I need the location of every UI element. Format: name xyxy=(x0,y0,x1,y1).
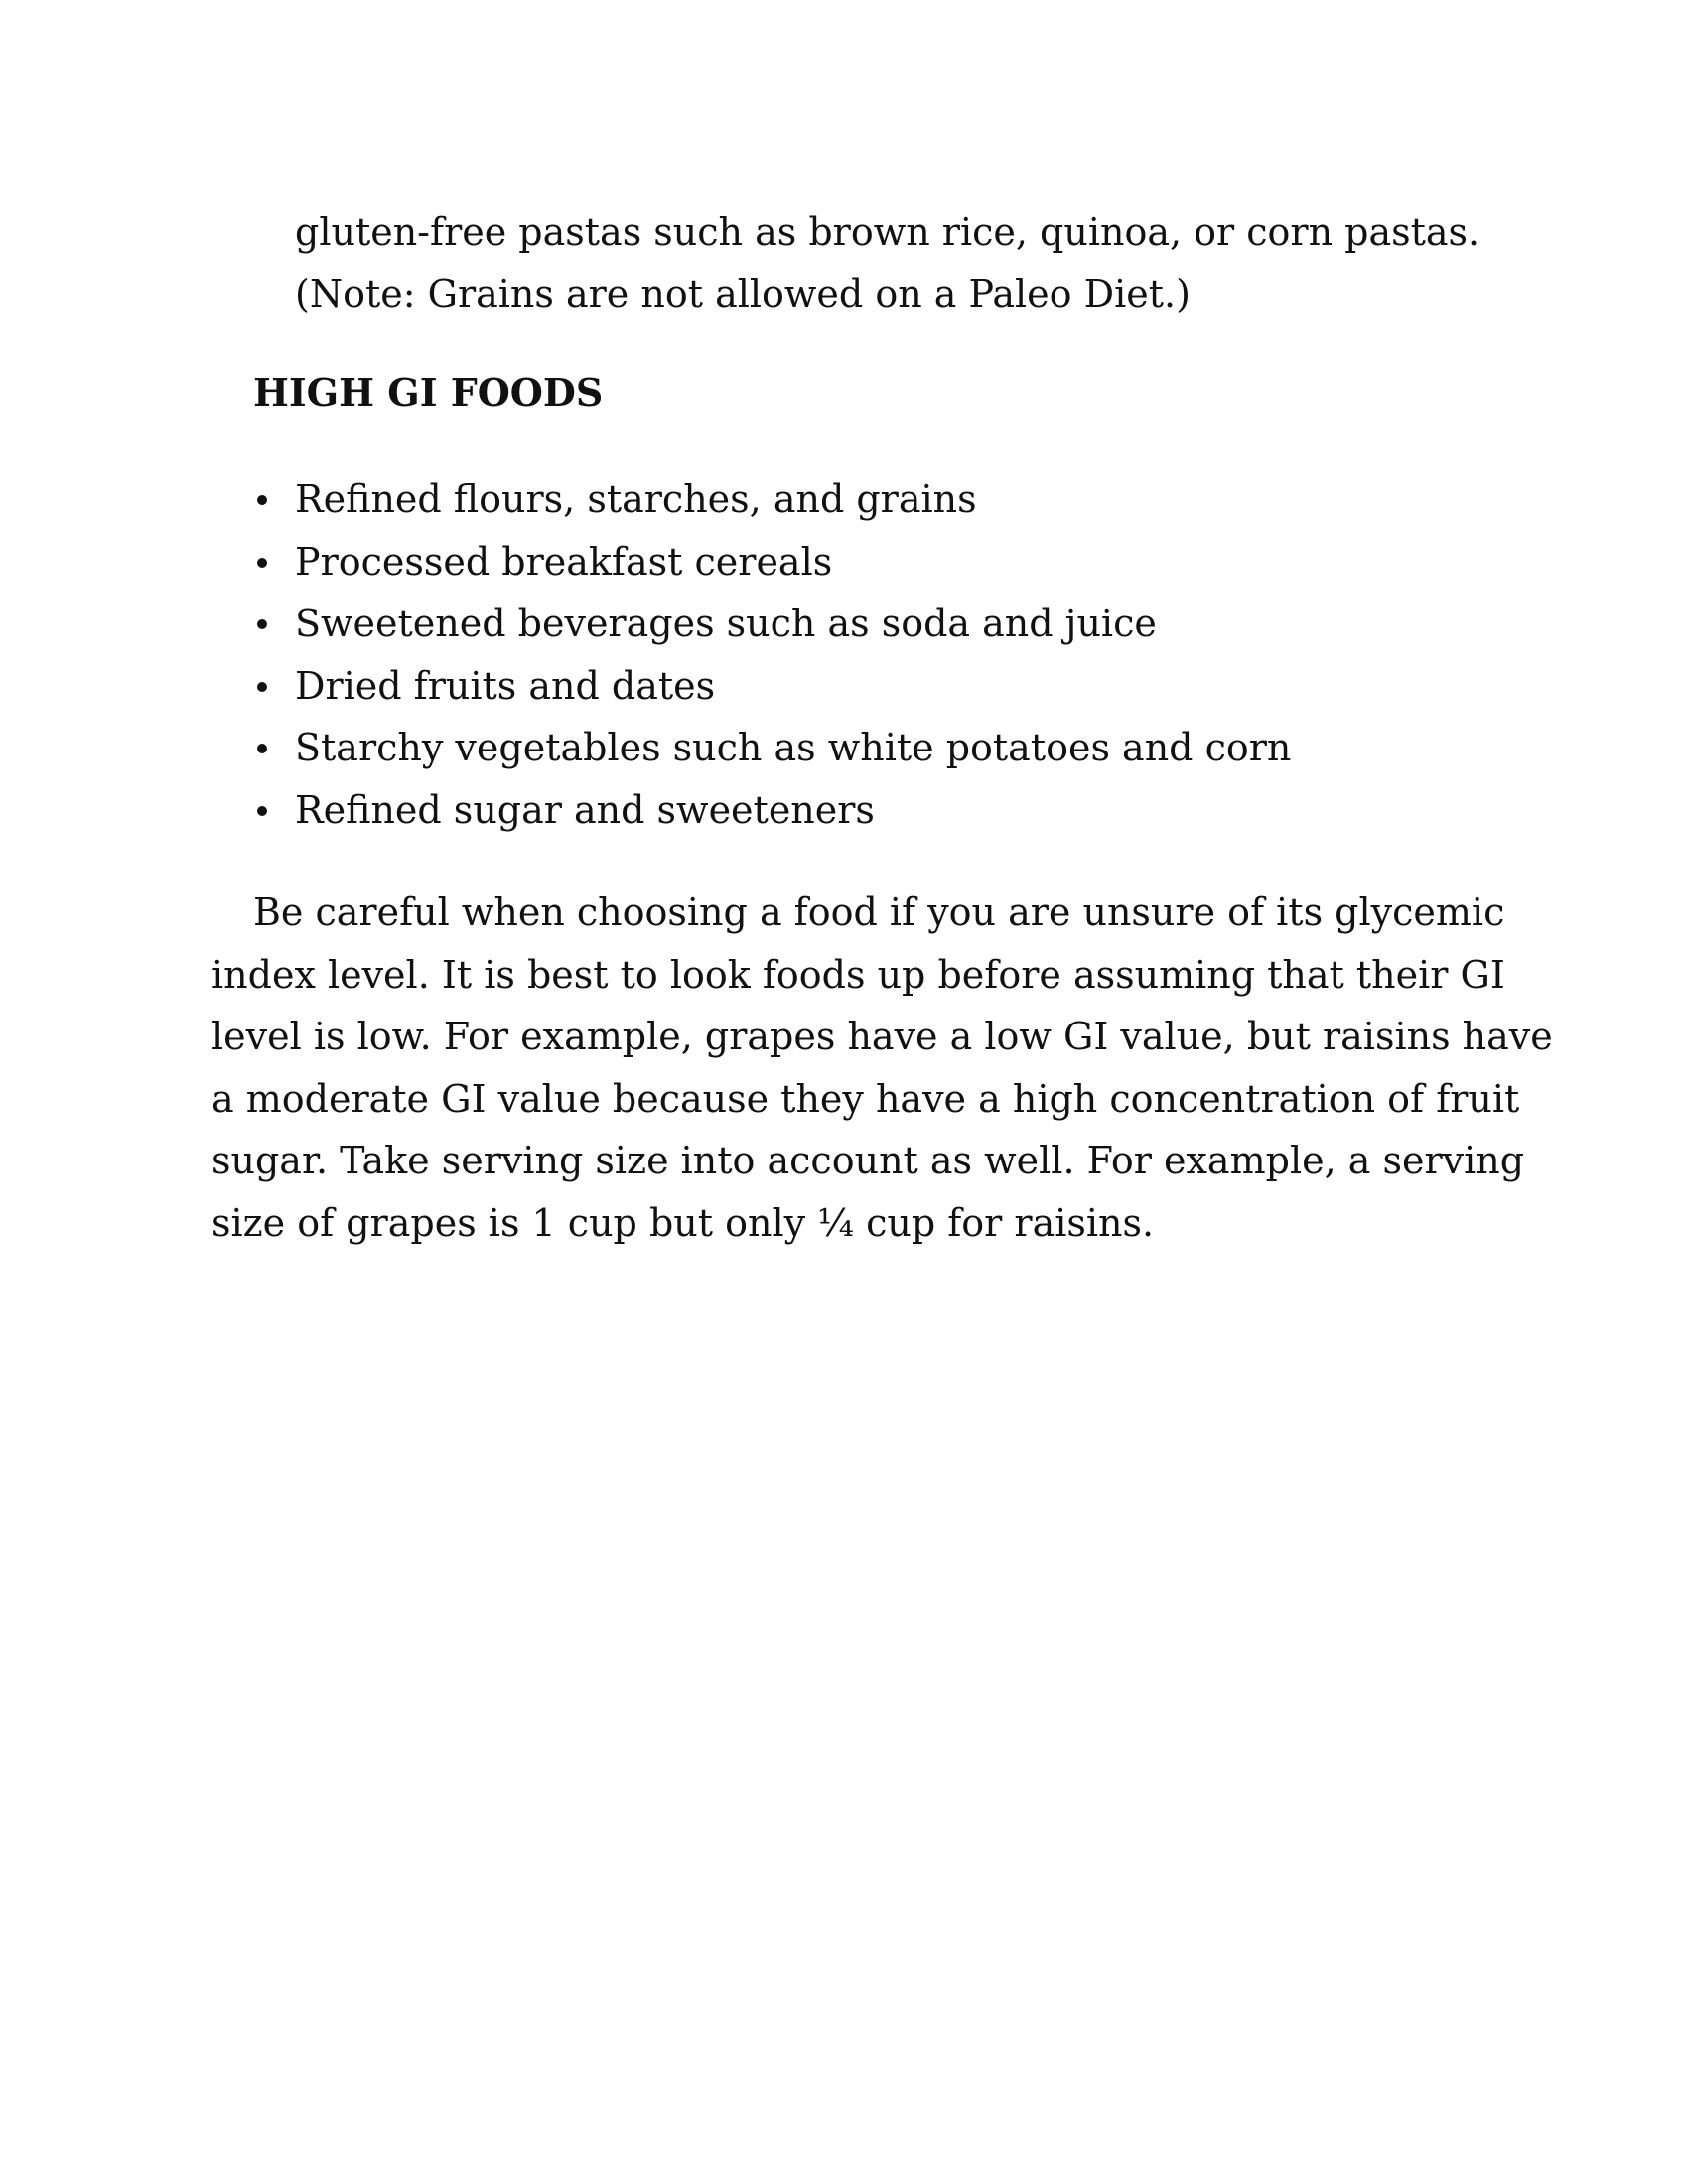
body-paragraph xyxy=(211,882,1553,1254)
paragraph-line: Be careful when choosing a food if you are unsure of its glycemic xyxy=(253,890,1505,934)
list-item xyxy=(253,531,1291,594)
list-item xyxy=(253,717,1291,779)
bullet-icon xyxy=(257,744,267,753)
list-item-text: Refined sugar and sweeteners xyxy=(295,787,875,832)
list-item xyxy=(253,655,1291,718)
paragraph-line: level is low. For example, grapes have a low GI value, but raisins have xyxy=(211,1015,1553,1058)
paragraph-line: index level. It is best to look foods up before assuming that their GI xyxy=(211,952,1505,997)
paragraph-line: a moderate GI value because they have a high concentration of fruit xyxy=(211,1076,1520,1121)
section-heading: HIGH GI FOODS xyxy=(253,370,604,415)
document-page xyxy=(211,0,1553,2184)
list-item xyxy=(253,593,1291,655)
list-item-text: Dried fruits and dates xyxy=(295,663,716,708)
list-item-text: Starchy vegetables such as white potatoes and corn xyxy=(295,726,1292,769)
paragraph-line: size of grapes is 1 cup but only ¼ cup for raisins. xyxy=(211,1200,1155,1245)
continued-line: gluten-free pastas such as brown rice, quinoa, or corn pastas. xyxy=(295,210,1480,254)
list-item-text: Refined flours, starches, and grains xyxy=(295,478,977,521)
bullet-icon xyxy=(257,619,267,629)
list-item-text: Sweetened beverages such as soda and juice xyxy=(295,602,1157,645)
high-gi-foods-list xyxy=(253,469,1291,841)
bullet-icon xyxy=(257,558,267,568)
bullet-icon xyxy=(257,806,267,816)
list-item-text: Processed breakfast cereals xyxy=(295,539,833,584)
continued-paragraph xyxy=(295,202,1480,325)
bullet-icon xyxy=(257,682,267,692)
continued-line: (Note: Grains are not allowed on a Paleo Diet.) xyxy=(295,272,1191,316)
list-item xyxy=(253,469,1291,531)
paragraph-line: sugar. Take serving size into account as well. For example, a serving xyxy=(211,1139,1525,1182)
bullet-icon xyxy=(257,495,267,505)
list-item xyxy=(253,779,1291,842)
